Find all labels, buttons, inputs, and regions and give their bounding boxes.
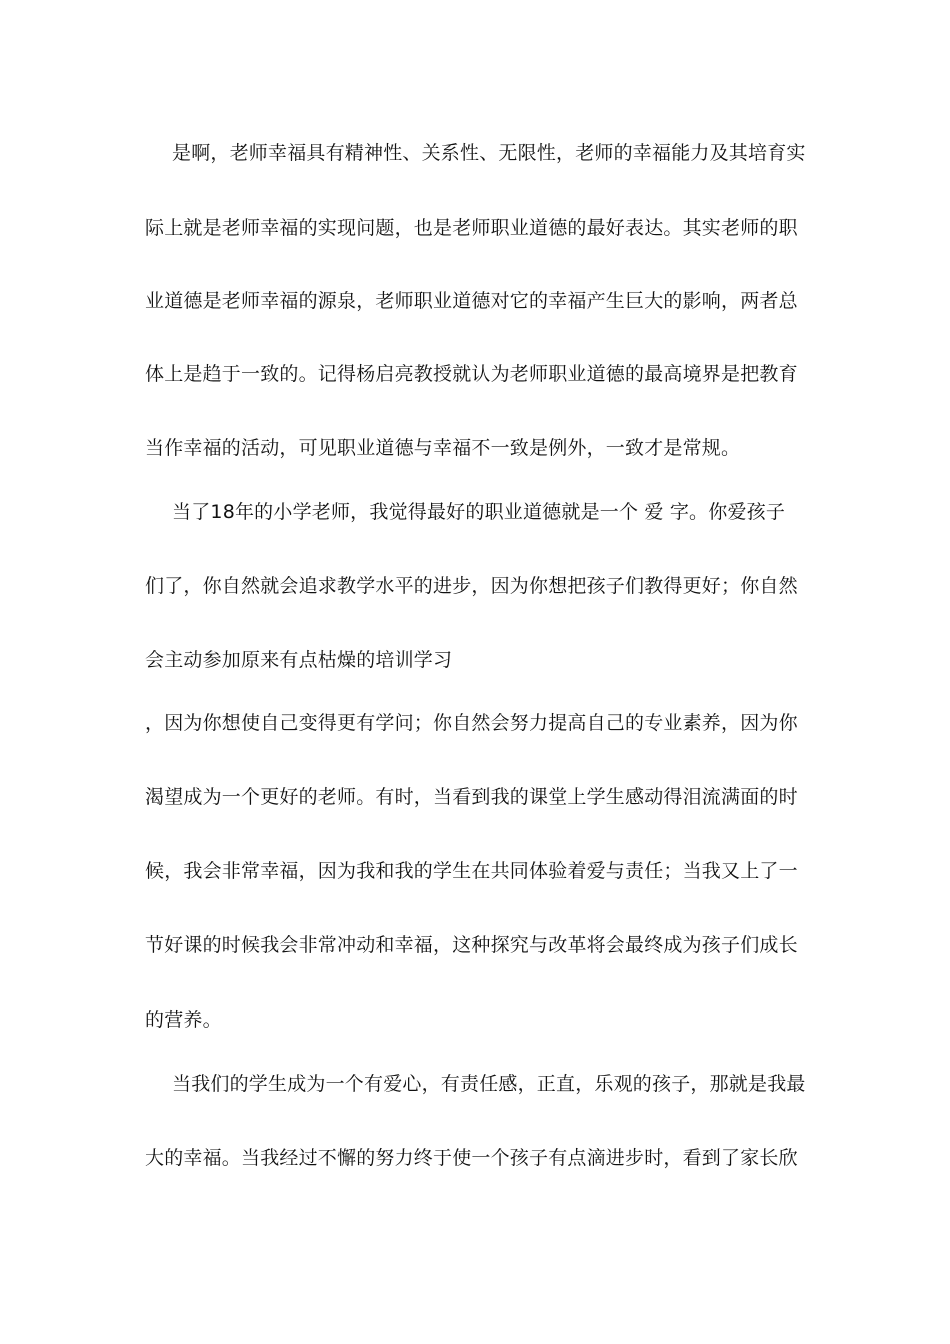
paragraph-2-line-4: ，因为你想使自己变得更有学问；你自然会努力提高自己的专业素养，因为你 [145, 712, 798, 734]
paragraph-2-line-7: 节好课的时候我会非常冲动和幸福，这种探究与改革将会最终成为孩子们成长 [145, 934, 798, 956]
paragraph-1-line-3: 业道德是老师幸福的源泉，老师职业道德对它的幸福产生巨大的影响，两者总 [145, 290, 798, 312]
paragraph-1-line-4: 体上是趋于一致的。记得杨启亮教授就认为老师职业道德的最高境界是把教育 [145, 363, 798, 385]
paragraph-2-line-8: 的营养。 [145, 1009, 222, 1031]
paragraph-1-line-2: 际上就是老师幸福的实现问题，也是老师职业道德的最好表达。其实老师的职 [145, 217, 798, 239]
paragraph-1-line-5: 当作幸福的活动，可见职业道德与幸福不一致是例外，一致才是常规。 [145, 437, 741, 459]
paragraph-2-line-2: 们了，你自然就会追求教学水平的进步，因为你想把孩子们教得更好；你自然 [145, 575, 798, 597]
paragraph-2-line-5: 渴望成为一个更好的老师。有时，当看到我的课堂上学生感动得泪流满面的时 [145, 786, 798, 808]
paragraph-1-line-1: 是啊，老师幸福具有精神性、关系性、无限性，老师的幸福能力及其培育实 [172, 142, 806, 164]
paragraph-3-line-1: 当我们的学生成为一个有爱心，有责任感，正直，乐观的孩子，那就是我最 [172, 1073, 806, 1095]
paragraph-3-line-2: 大的幸福。当我经过不懈的努力终于使一个孩子有点滴进步时，看到了家长欣 [145, 1147, 798, 1169]
paragraph-2-line-1: 当了18年的小学老师，我觉得最好的职业道德就是一个 爱 字。你爱孩子 [172, 501, 786, 523]
paragraph-2-line-6: 候，我会非常幸福，因为我和我的学生在共同体验着爱与责任；当我又上了一 [145, 860, 798, 882]
paragraph-2-line-3: 会主动参加原来有点枯燥的培训学习 [145, 649, 453, 671]
